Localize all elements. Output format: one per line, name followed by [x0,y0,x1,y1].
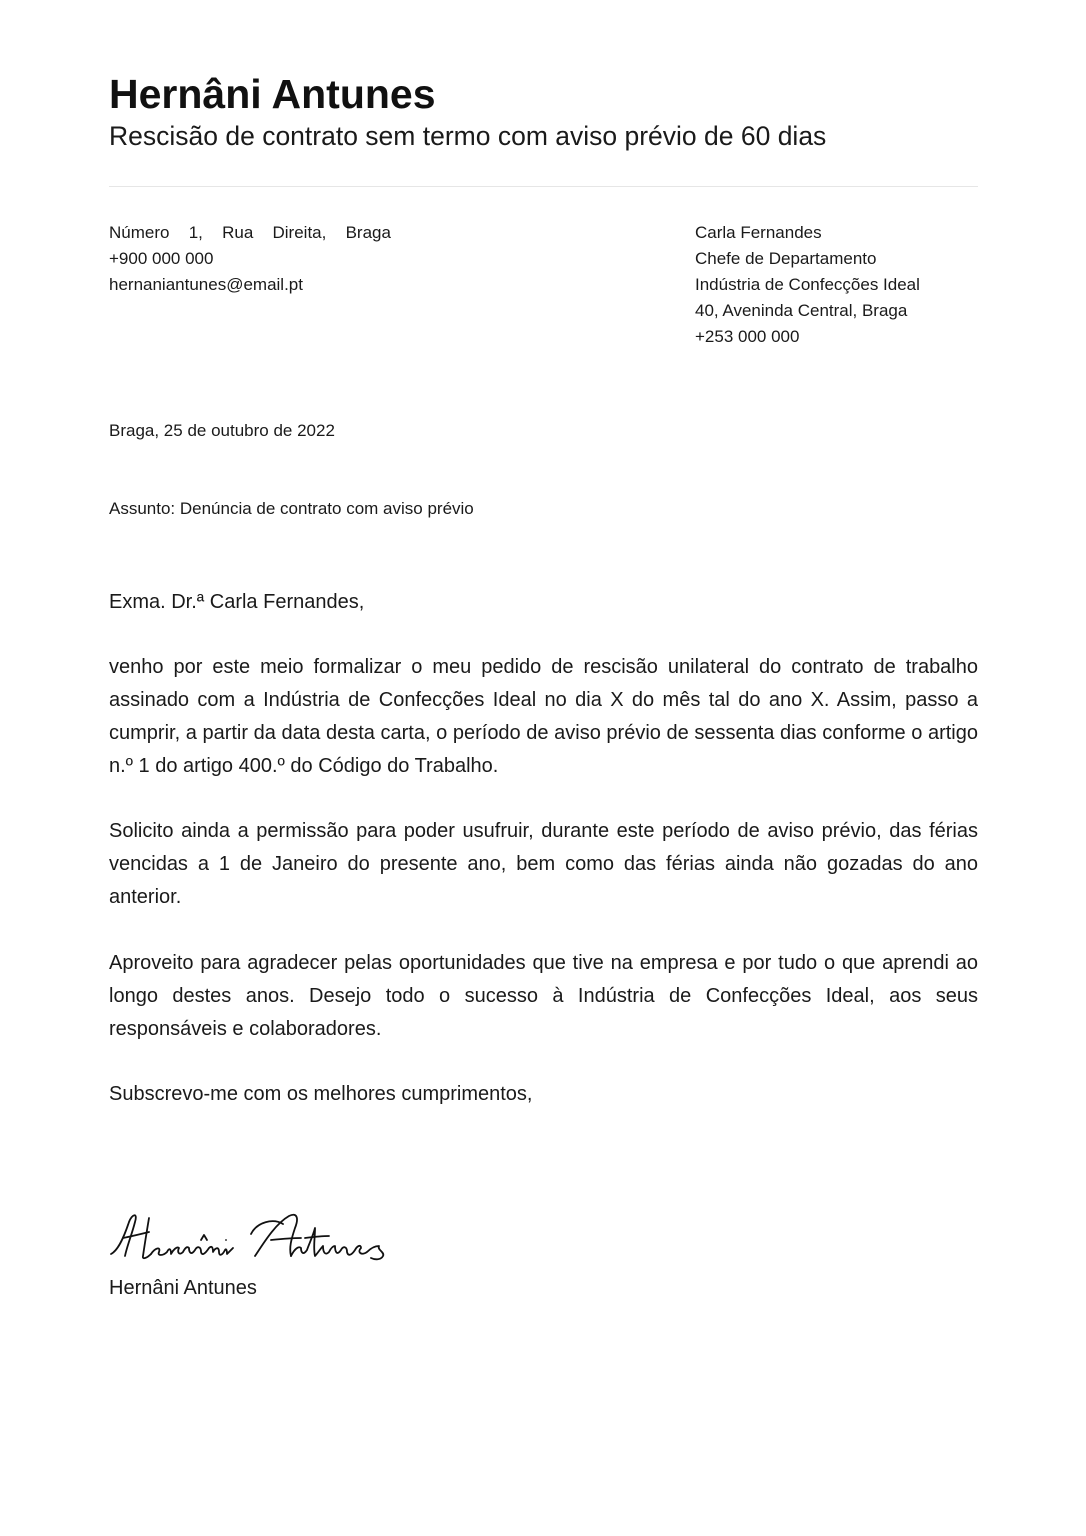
letter-subtitle: Rescisão de contrato sem termo com aviso prévio de 60 dias [109,121,827,151]
recipient-title: Chefe de Departamento [695,249,877,268]
sender-address-word: Direita, [272,223,327,242]
recipient-company: Indústria de Confecções Ideal [695,275,920,294]
letter-date: Braga, 25 de outubro de 2022 [109,421,335,440]
signature-printed-name: Hernâni Antunes [109,1277,257,1299]
sender-address-word: 1, [188,223,203,242]
letter-subject: Assunto: Denúncia de contrato com aviso prévio [109,499,474,518]
header-divider [109,186,978,187]
recipient-phone: +253 000 000 [695,327,800,346]
sender-email: hernaniantunes@email.pt [109,275,303,294]
recipient-address-block [695,220,995,350]
recipient-name: Carla Fernandes [695,223,822,242]
sender-address-block [109,220,393,298]
sender-phone: +900 000 000 [109,249,214,268]
sender-name: Hernâni Antunes [109,71,436,117]
closing-line: Subscrevo-me com os melhores cumprimentos, [109,1083,533,1105]
handwritten-signature [105,1204,415,1276]
sender-address-word: Número [109,223,170,242]
body-paragraph: Aproveito para agradecer pelas oportunidades que tive na empresa e por tudo o que aprendi ao longo destes anos. Desejo todo o sucesso à Indústria de Confecções Ideal, aos seus responsáveis e colaboradores. [109,952,978,1040]
salutation: Exma. Dr.ª Carla Fernandes, [109,591,365,613]
sender-street-address [109,220,391,246]
recipient-address: 40, Aveninda Central, Braga [695,301,908,320]
sender-address-word: Rua [222,223,254,242]
body-paragraph: Solicito ainda a permissão para poder usufruir, durante este período de aviso prévio, das férias vencidas a 1 de Janeiro do presente ano, bem como das férias ainda não gozadas do ano anterior. [109,820,978,908]
sender-address-word: Braga [345,223,391,242]
body-paragraph: venho por este meio formalizar o meu pedido de rescisão unilateral do contrato de trabalho assinado com a Indústria de Confecções Ideal no dia X do mês tal do ano X. Assim, passo a cumprir, a partir da data desta carta, o período de aviso prévio de sessenta dias conforme o artigo n.º 1 do artigo 400.º do Código do Trabalho. [109,656,978,777]
